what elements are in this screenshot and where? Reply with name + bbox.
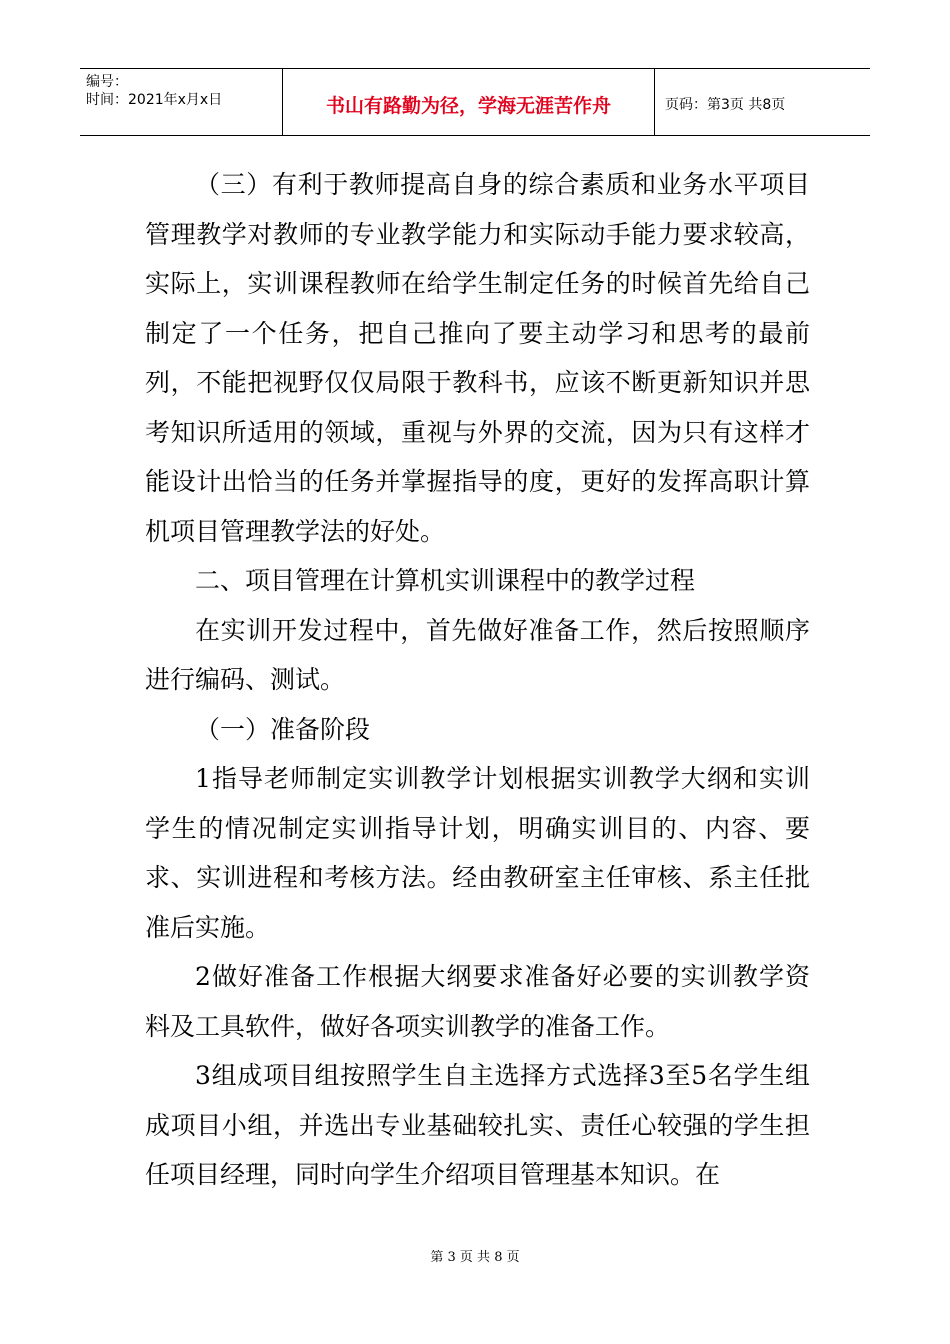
document-body xyxy=(145,160,810,1200)
page-footer: 第 3 页 共 8 页 xyxy=(430,1250,520,1265)
paragraph: 在实训开发过程中，首先做好准备工作，然后按照顺序进行编码、测试。 xyxy=(145,615,810,694)
paragraph: （三）有利于教师提高自身的综合素质和业务水平项目管理教学对教师的专业教学能力和实际动手能力要求较高，实际上，实训课程教师在给学生制定任务的时候首先给自己制定了一个任务，把自己推向了要主动学习和思考的最前列，不能把视野仅仅局限于教科书，应该不断更新知识并思考知识所适用的领域，重视与外界的交流，因为只有这样才能设计出恰当的任务并掌握指导的度，更好的发挥高职计算机项目管理教学法的好处。 xyxy=(145,170,810,546)
paragraph: 2做好准备工作根据大纲要求准备好必要的实训教学资料及工具软件，做好各项实训教学的准备工作。 xyxy=(145,962,810,1041)
header-number-label: 编号： xyxy=(86,74,128,90)
header-page-info: 页码：第3页 共8页 xyxy=(665,97,786,113)
header-motto: 书山有路勤为径，学海无涯苦作舟 xyxy=(283,69,655,135)
paragraph: 1指导老师制定实训教学计划根据实训教学大纲和实训学生的情况制定实训指导计划，明确实训目的、内容、要求、实训进程和考核方法。经由教研室主任审核、系主任批准后实施。 xyxy=(145,764,810,942)
page-header xyxy=(80,68,870,136)
header-meta xyxy=(80,69,283,135)
paragraph: 3组成项目组按照学生自主选择方式选择3至5名学生组成项目小组，并选出专业基础较扎实、责任心较强的学生担任项目经理，同时向学生介绍项目管理基本知识。在 xyxy=(145,1061,810,1189)
section-heading: 二、项目管理在计算机实训课程中的教学过程 xyxy=(195,566,696,595)
header-time-label: 时间：2021年x月x日 xyxy=(86,92,223,108)
subsection-heading: （一）准备阶段 xyxy=(195,714,371,744)
